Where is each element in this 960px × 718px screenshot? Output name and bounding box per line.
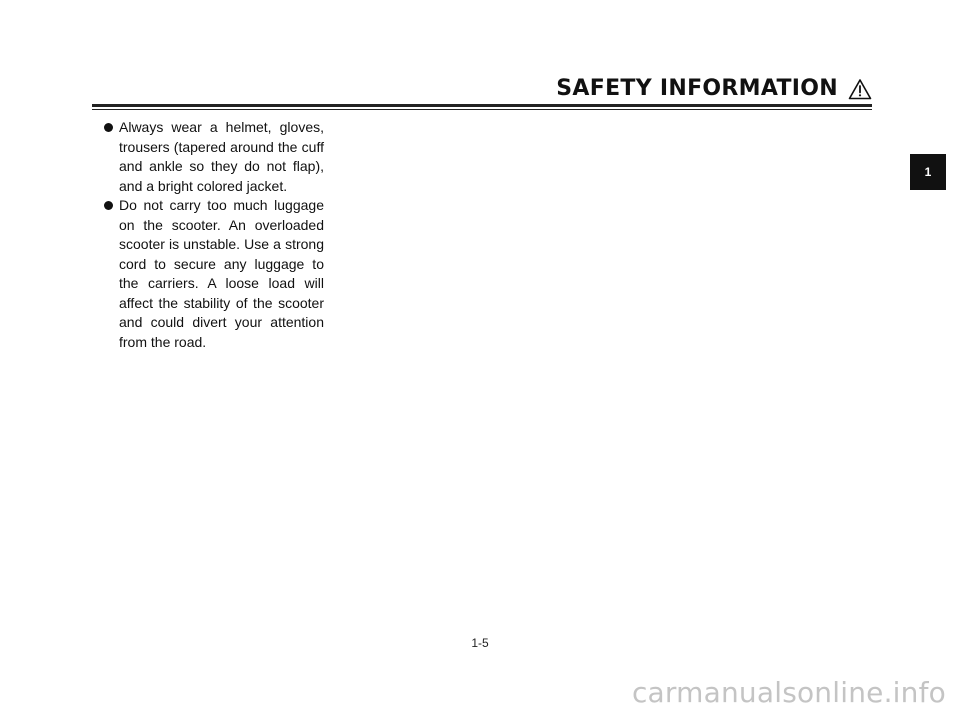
list-item-text: Do not carry too much luggage on the scooter. An overloaded scooter is unstable. Use a strong cord to secure any luggage to the carriers. A loose load will affect the stability of the scooter and could divert your attention from the road. [119, 197, 324, 350]
header-rule-thin [92, 109, 872, 110]
list-item-text: Always wear a helmet, gloves, trousers (tapered around the cuff and ankle so they do not flap), and a bright colored jacket. [119, 119, 324, 194]
page-header [556, 76, 872, 101]
section-title: SAFETY INFORMATION [556, 76, 838, 101]
list-item [104, 118, 324, 196]
list-item [104, 196, 324, 352]
header-rule-thick [92, 104, 872, 107]
chapter-tab [910, 154, 946, 190]
bullet-icon [104, 123, 113, 132]
bullet-icon [104, 201, 113, 210]
bullet-list [104, 118, 324, 352]
watermark: carmanualsonline.info [631, 676, 946, 709]
chapter-tab-label: 1 [924, 165, 932, 179]
warning-triangle-icon [848, 78, 872, 100]
page-number: 1-5 [471, 636, 489, 650]
